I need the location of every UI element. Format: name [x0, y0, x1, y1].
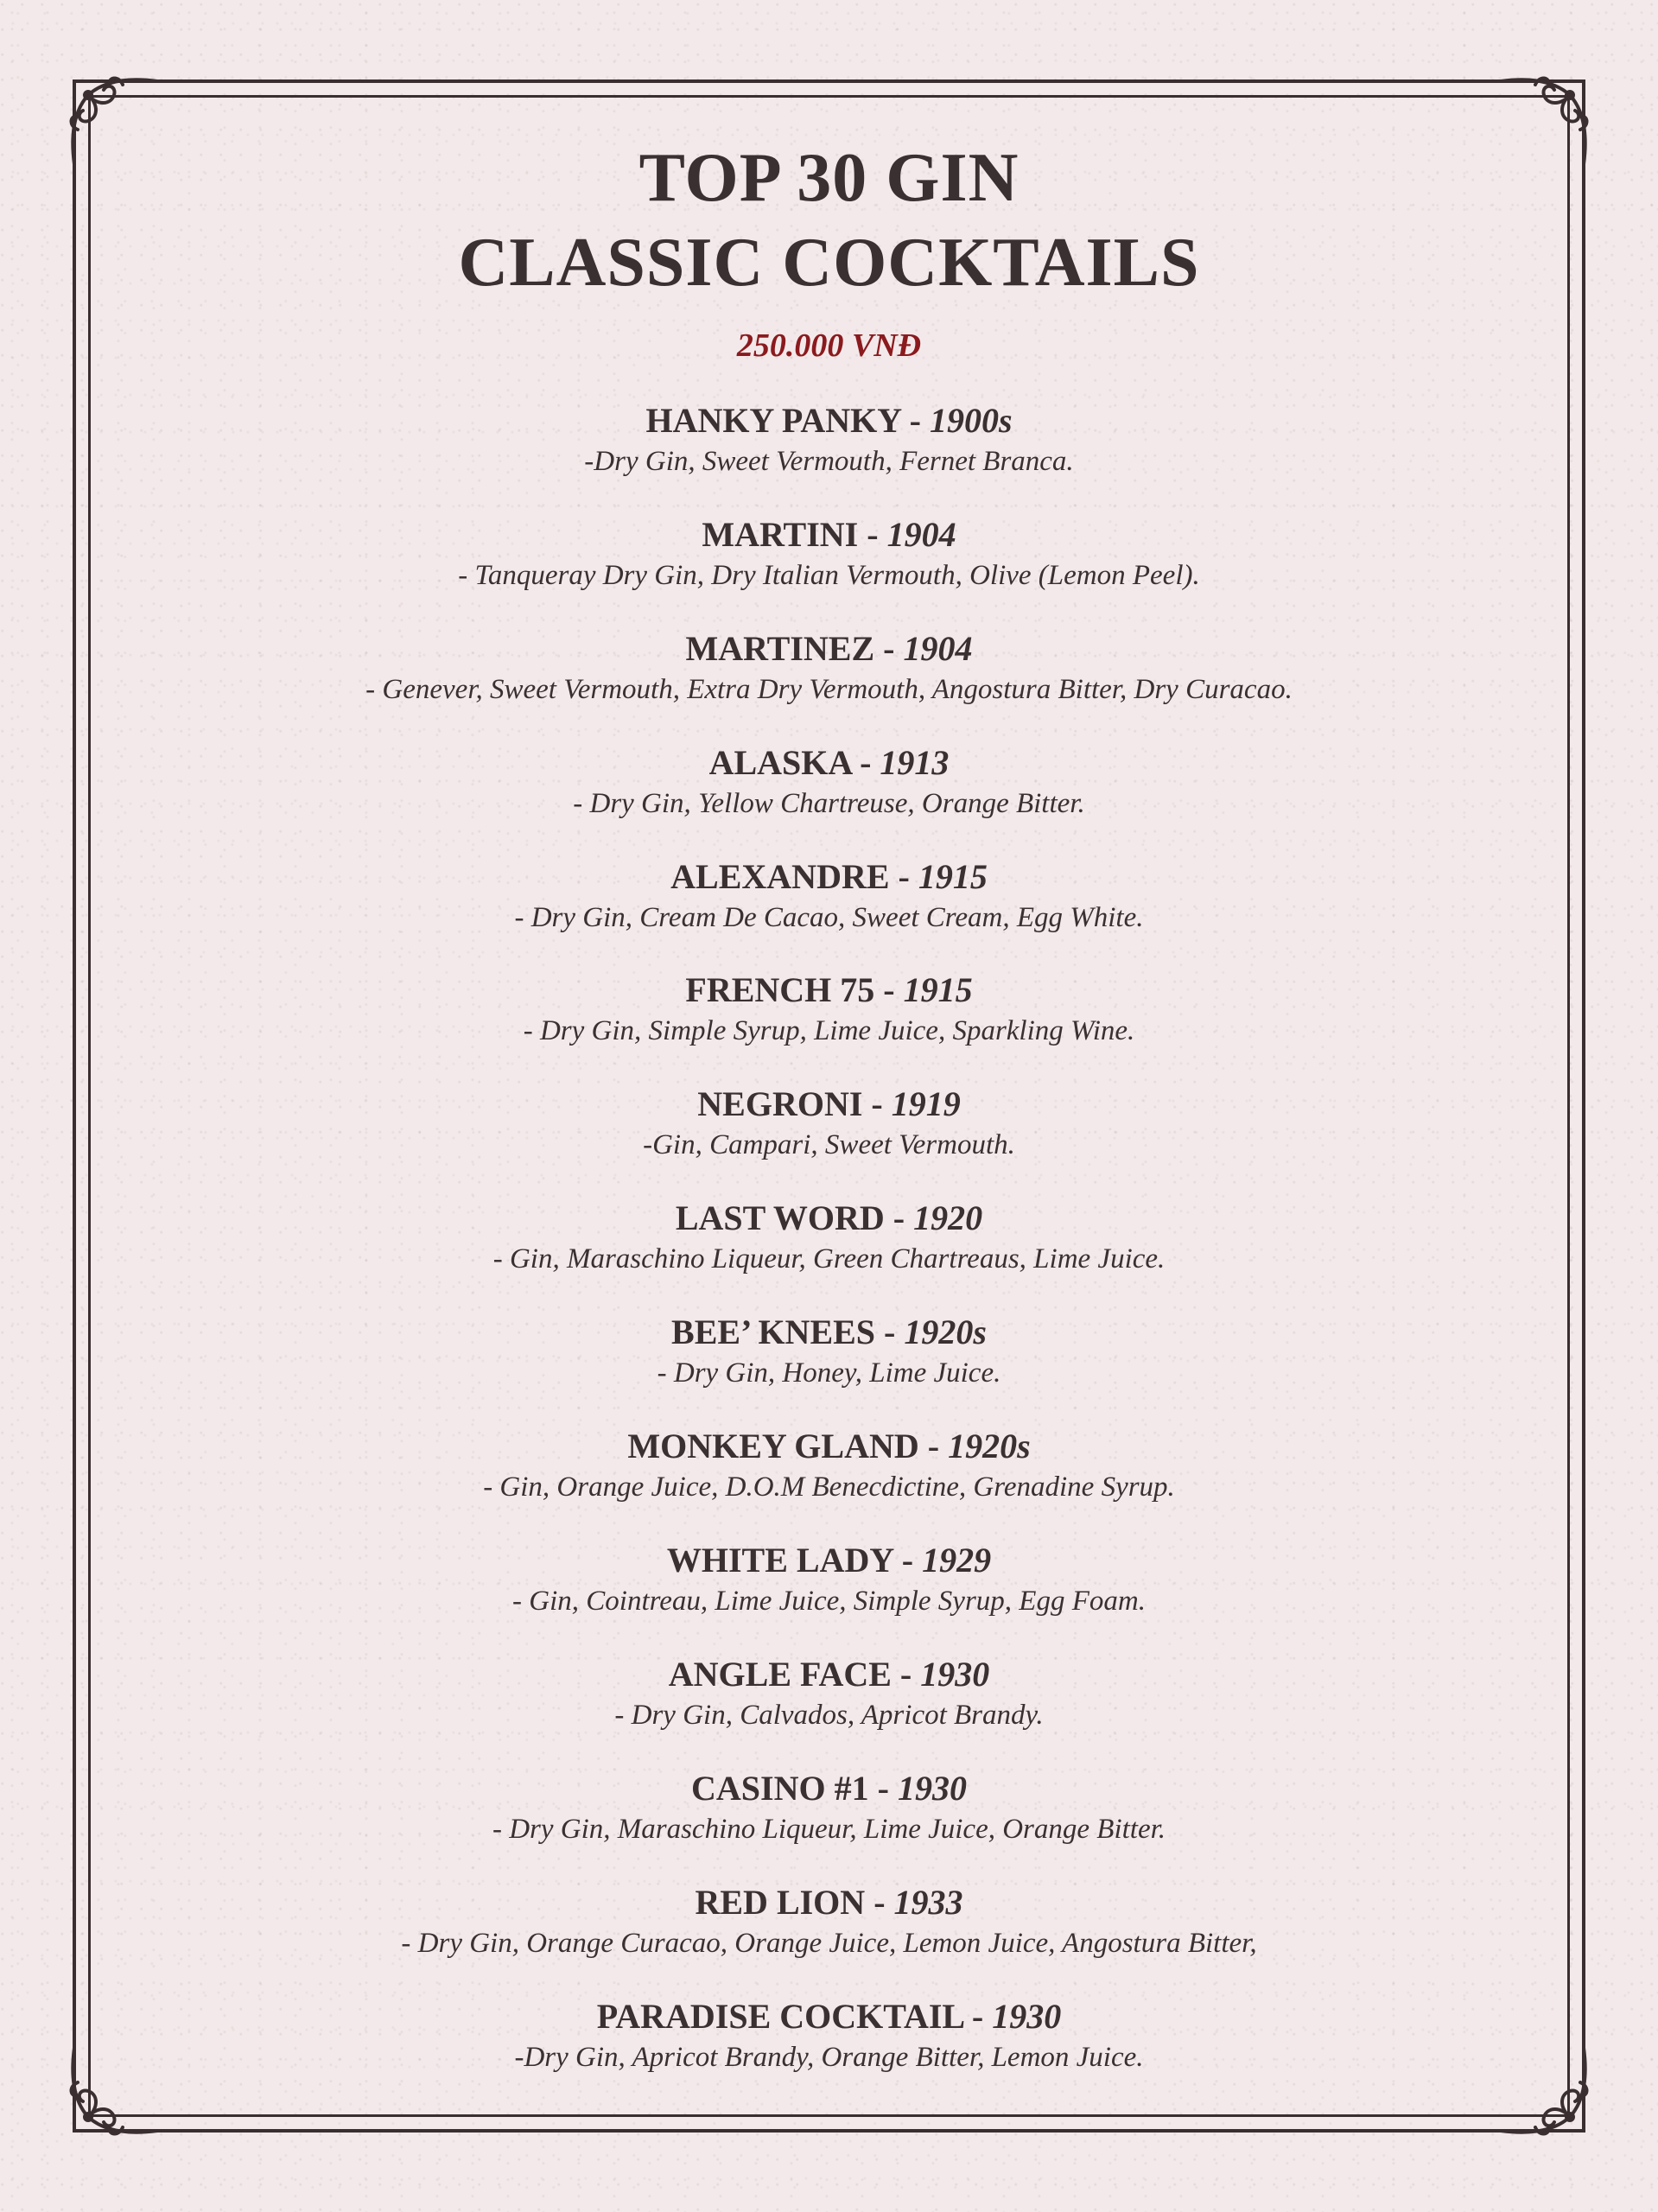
cocktail-ingredients: - Dry Gin, Calvados, Apricot Brandy. [614, 1700, 1044, 1731]
cocktail-ingredients: - Dry Gin, Simple Syrup, Lime Juice, Sparkling Wine. [523, 1015, 1135, 1046]
cocktail-year: 1904 [886, 515, 956, 554]
cocktail-year: 1920 [913, 1198, 983, 1237]
menu-title-line-1: TOP 30 GIN [638, 140, 1020, 216]
cocktail-year: 1933 [893, 1883, 963, 1922]
cocktail-year: 1920s [904, 1313, 987, 1351]
cocktail-item [0, 1083, 1658, 1164]
cocktail-name: NEGRONI [697, 1084, 863, 1123]
cocktail-ingredients: -Dry Gin, Apricot Brandy, Orange Bitter, Lemon Juice. [514, 2042, 1144, 2073]
cocktail-ingredients: -Dry Gin, Sweet Vermouth, Fernet Branca. [584, 446, 1074, 477]
cocktail-name: LAST WORD [675, 1198, 885, 1237]
cocktail-item [0, 1995, 1658, 2076]
cocktail-item [0, 399, 1658, 480]
cocktail-name: ALEXANDRE [670, 857, 890, 896]
cocktail-name-line: CASINO #1 - 1930 [691, 1769, 967, 1808]
cocktail-year: 1930 [897, 1769, 967, 1808]
cocktail-item [0, 855, 1658, 937]
cocktail-name: FRENCH 75 [685, 970, 875, 1009]
cocktail-ingredients: - Tanqueray Dry Gin, Dry Italian Vermouth, Olive (Lemon Peel). [458, 560, 1200, 591]
cocktail-item [0, 1197, 1658, 1278]
cocktail-ingredients: - Gin, Cointreau, Lime Juice, Simple Syrup, Egg Foam. [512, 1586, 1146, 1617]
cocktail-name-line: FRENCH 75 - 1915 [685, 970, 973, 1009]
cocktail-year: 1900s [929, 401, 1013, 440]
cocktail-name: CASINO #1 [691, 1769, 869, 1808]
cocktail-name-line: ANGLE FACE - 1930 [668, 1655, 990, 1694]
cocktail-year: 1929 [922, 1541, 992, 1580]
cocktail-name-line: PARADISE COCKTAIL - 1930 [596, 1997, 1062, 2036]
cocktail-year: 1915 [918, 857, 988, 896]
cocktail-name-line: ALASKA - 1913 [708, 743, 950, 782]
cocktail-name: BEE’ KNEES [671, 1313, 876, 1351]
cocktail-name: MARTINEZ [685, 629, 875, 668]
cocktail-name-line: NEGRONI - 1919 [697, 1084, 961, 1123]
cocktail-year: 1913 [880, 743, 950, 782]
cocktail-item [0, 513, 1658, 594]
cocktail-item [0, 1653, 1658, 1734]
cocktail-item [0, 1425, 1658, 1506]
cocktail-year: 1930 [920, 1655, 990, 1694]
cocktail-year: 1920s [948, 1427, 1031, 1465]
cocktail-ingredients: - Dry Gin, Honey, Lime Juice. [657, 1357, 1001, 1389]
cocktail-item [0, 741, 1658, 823]
cocktail-name-line: MARTINEZ - 1904 [685, 629, 973, 668]
cocktail-name-line: ALEXANDRE - 1915 [670, 857, 988, 896]
cocktail-name: PARADISE COCKTAIL [596, 1997, 963, 2036]
cocktail-item [0, 1311, 1658, 1392]
cocktail-name-line: HANKY PANKY - 1900s [645, 401, 1013, 440]
cocktail-ingredients: - Gin, Maraschino Liqueur, Green Chartreaus, Lime Juice. [492, 1243, 1166, 1274]
menu-title-line-2: CLASSIC COCKTAILS [458, 225, 1200, 301]
cocktail-name-line: MONKEY GLAND - 1920s [627, 1427, 1031, 1465]
cocktail-name: RED LION [695, 1883, 866, 1922]
cocktail-name-line: WHITE LADY - 1929 [666, 1541, 992, 1580]
cocktail-ingredients: - Genever, Sweet Vermouth, Extra Dry Vermouth, Angostura Bitter, Dry Curacao. [365, 674, 1293, 705]
cocktail-ingredients: - Dry Gin, Maraschino Liqueur, Lime Juice, Orange Bitter. [492, 1814, 1166, 1845]
cocktail-name-line: MARTINI - 1904 [702, 515, 956, 554]
cocktail-year: 1919 [891, 1084, 961, 1123]
cocktail-year: 1930 [992, 1997, 1062, 2036]
cocktail-name: MARTINI [702, 515, 859, 554]
cocktail-name: MONKEY GLAND [627, 1427, 919, 1465]
cocktail-name: ANGLE FACE [668, 1655, 892, 1694]
cocktail-ingredients: -Gin, Campari, Sweet Vermouth. [643, 1129, 1015, 1160]
cocktail-ingredients: - Dry Gin, Orange Curacao, Orange Juice, Lemon Juice, Angostura Bitter, [401, 1928, 1257, 1959]
cocktail-name: WHITE LADY [666, 1541, 893, 1580]
menu-price: 250.000 VNĐ [736, 327, 922, 364]
cocktail-year: 1915 [903, 970, 973, 1009]
cocktail-item [0, 969, 1658, 1050]
cocktail-ingredients: - Dry Gin, Yellow Chartreuse, Orange Bitter. [573, 788, 1085, 819]
cocktail-name-line: BEE’ KNEES - 1920s [671, 1313, 987, 1351]
cocktail-name: HANKY PANKY [645, 401, 901, 440]
cocktail-ingredients: - Gin, Orange Juice, D.O.M Benecdictine, Grenadine Syrup. [483, 1471, 1175, 1503]
cocktail-year: 1904 [903, 629, 973, 668]
cocktail-item [0, 1767, 1658, 1848]
cocktail-item [0, 1539, 1658, 1620]
cocktail-item [0, 1881, 1658, 1962]
cocktail-item [0, 627, 1658, 709]
cocktail-name: ALASKA [708, 743, 852, 782]
cocktail-name-line: LAST WORD - 1920 [675, 1198, 983, 1237]
cocktail-name-line: RED LION - 1933 [695, 1883, 963, 1922]
cocktail-ingredients: - Dry Gin, Cream De Cacao, Sweet Cream, Egg White. [514, 902, 1144, 933]
